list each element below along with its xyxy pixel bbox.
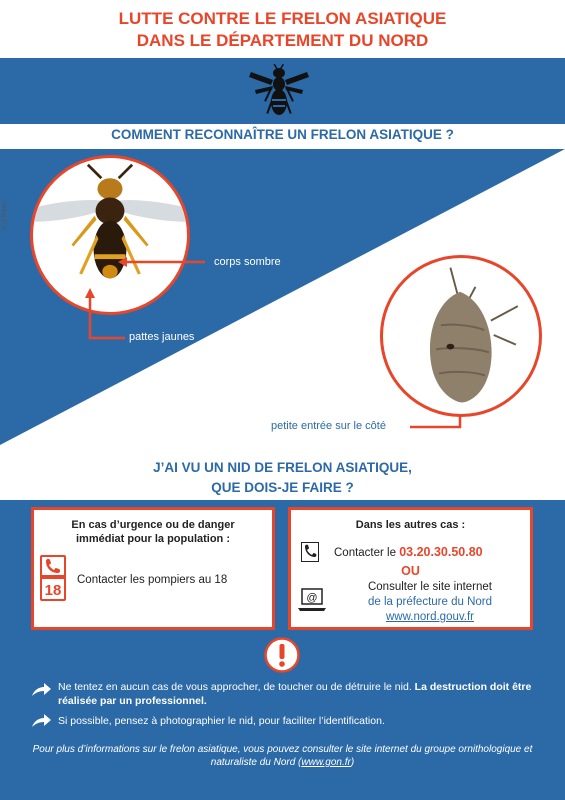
hornet-photo (30, 155, 190, 315)
svg-text:@: @ (306, 592, 318, 604)
title-line-2: DANS LE DÉPARTEMENT DU NORD (136, 31, 429, 50)
emergency-heading-line-2: immédiat pour la population : (76, 533, 230, 545)
section-heading-what-to-do (0, 458, 565, 498)
contact-line (334, 545, 483, 559)
hornet-photo-image (33, 158, 187, 312)
label-corps-sombre: corps sombre (214, 256, 281, 268)
nest-photo-image (383, 258, 539, 414)
warning-icon (264, 637, 300, 673)
consult-website-text (331, 580, 529, 625)
other-cases-box (288, 507, 533, 630)
contact-prefix: Contacter le (334, 547, 397, 559)
note-1-bold: La destruction doit être réalisée par un professionnel. (58, 681, 532, 707)
phone-icon (301, 542, 319, 562)
gon-website-link[interactable]: www.gon.fr (301, 757, 351, 768)
label-pattes-jaunes: pattes jaunes (129, 331, 195, 343)
label-petite-entree: petite entrée sur le côté (271, 420, 386, 432)
emergency-box (31, 507, 275, 630)
nest-photo (380, 255, 542, 417)
consult-line-2: de la préfecture du Nord (367, 596, 493, 608)
emergency-heading (34, 518, 272, 546)
phone-18-icon (40, 555, 66, 601)
section-heading-line-1: J’AI VU UN NID DE FRELON ASIATIQUE, (153, 460, 412, 475)
consult-line-1: Consulter le site internet (367, 581, 492, 593)
photo-credit: © Q.Rome (2, 201, 8, 230)
hornet-icon (247, 64, 311, 120)
section-heading-line-2: QUE DOIS-JE FAIRE ? (211, 480, 354, 495)
footer-suffix: ) (350, 757, 355, 768)
call-firefighters-text: Contacter les pompiers au 18 (77, 574, 228, 586)
page-title (0, 8, 565, 52)
prefecture-phone-number[interactable]: 03.20.30.50.80 (399, 545, 483, 559)
footer-info (30, 743, 535, 769)
emergency-number: 18 (44, 582, 62, 599)
note-do-not-approach (58, 680, 538, 708)
note-1-text: Ne tentez en aucun cas de vous approcher, de toucher ou de détruire le nid. (58, 681, 415, 693)
arrow-icon (30, 713, 52, 729)
note-take-photo: Si possible, pensez à photographier le nid, pour faciliter l’identification. (58, 715, 385, 727)
arrow-icon (30, 682, 52, 698)
title-line-1: LUTTE CONTRE LE FRELON ASIATIQUE (118, 9, 447, 28)
section-heading-recognize: COMMENT RECONNAÎTRE UN FRELON ASIATIQUE ? (111, 127, 454, 142)
emergency-heading-line-1: En cas d’urgence ou de danger (71, 519, 235, 531)
or-separator: OU (401, 564, 420, 578)
other-cases-heading: Dans les autres cas : (355, 519, 466, 531)
laptop-icon (298, 588, 326, 612)
prefecture-website-link[interactable]: www.nord.gouv.fr (386, 611, 474, 623)
footer-text: Pour plus d’informations sur le frelon asiatique, vous pouvez consulter le site internet du groupe ornithologique et naturaliste du Nord ( (32, 744, 533, 768)
